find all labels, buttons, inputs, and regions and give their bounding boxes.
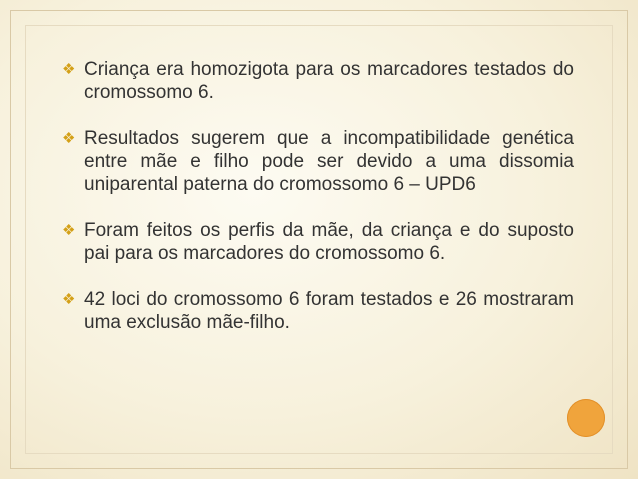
orange-circle-decoration [567,399,605,437]
bullet-text: Criança era homozigota para os marcadores testados do cromossomo 6. [84,59,574,103]
bullet-item [62,219,574,265]
diamond-bullet-icon: ❖ [62,130,76,147]
diamond-bullet-icon: ❖ [62,222,76,239]
diamond-bullet-icon: ❖ [62,61,76,78]
bullet-list [62,58,574,357]
diamond-bullet-icon: ❖ [62,291,76,308]
bullet-item [62,58,574,104]
bullet-text: Resultados sugerem que a incompatibilidade genética entre mãe e filho pode ser devido a uma dissomia uniparental paterna do cromossomo 6 – UPD6 [84,128,574,195]
bullet-item [62,288,574,334]
bullet-text: 42 loci do cromossomo 6 foram testados e 26 mostraram uma exclusão mãe-filho. [84,289,574,333]
bullet-item [62,127,574,196]
bullet-text: Foram feitos os perfis da mãe, da criança e do suposto pai para os marcadores do cromossomo 6. [84,220,574,264]
